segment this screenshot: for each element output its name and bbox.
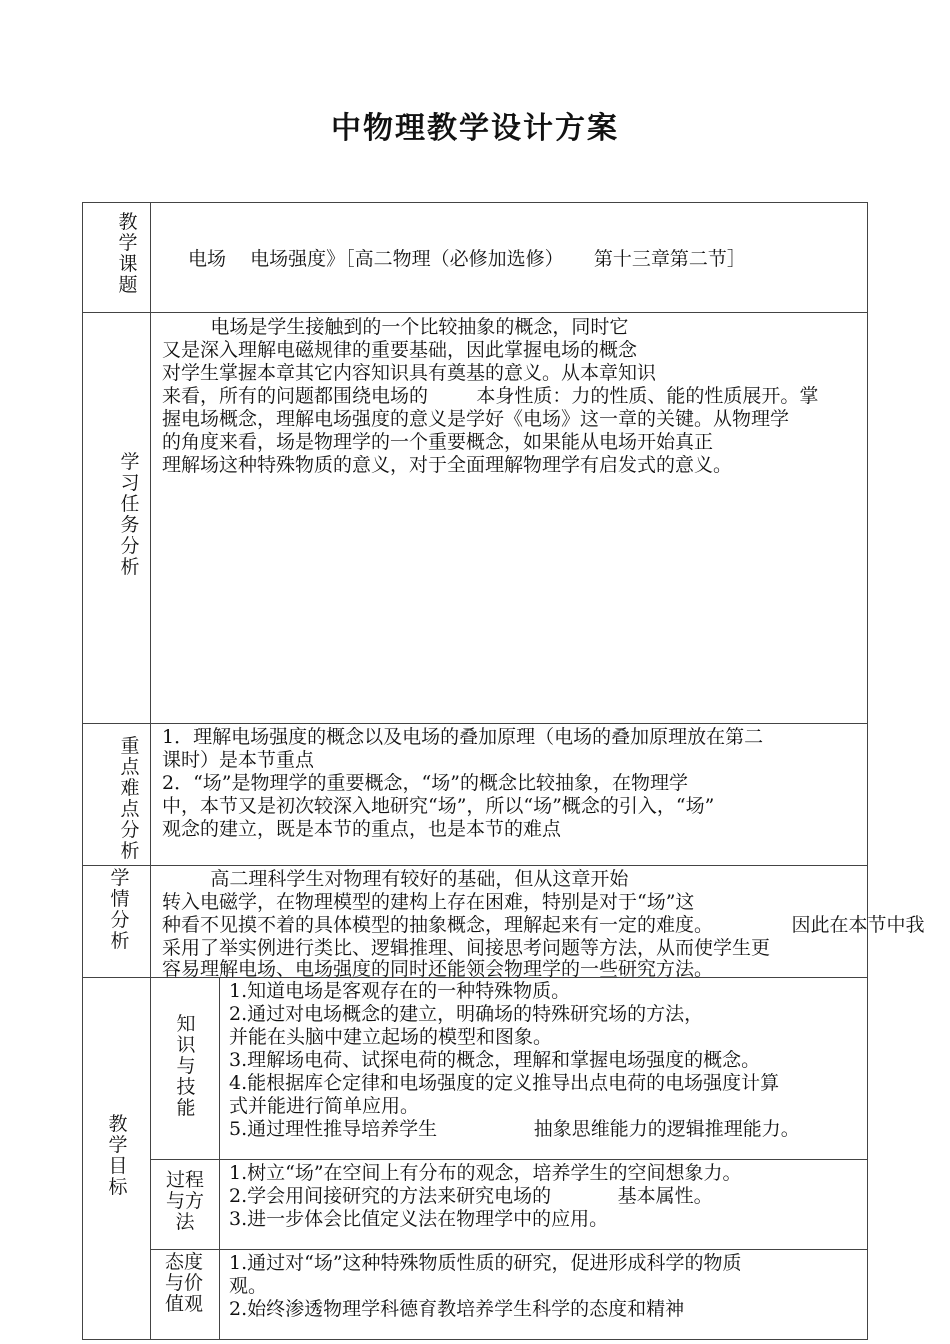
attitude-values-label: 态度与价值观: [164, 1251, 203, 1315]
column-divider: [150, 202, 151, 1340]
process-methods-label: 过程与方法: [165, 1169, 204, 1233]
learner-analysis-label: 学情分析: [110, 867, 130, 952]
course-label: 教学课题: [118, 211, 138, 296]
knowledge-skills-label: 知识与技能: [176, 1013, 196, 1119]
objectives-label: 教学目标: [108, 1113, 128, 1198]
row-divider: [82, 865, 868, 866]
row-divider: [150, 1159, 868, 1160]
key-points-label: 重点难点分析: [120, 735, 140, 862]
row-divider: [82, 723, 868, 724]
task-analysis-label: 学习任务分析: [120, 451, 140, 578]
course-content: 电场 电场强度》［高二物理（必修加选修） 第十三章第二节］: [188, 248, 746, 270]
row-divider: [82, 312, 868, 313]
column-divider: [219, 977, 220, 1340]
row-divider: [150, 1249, 868, 1250]
document-title: 中物理教学设计方案: [331, 111, 619, 146]
